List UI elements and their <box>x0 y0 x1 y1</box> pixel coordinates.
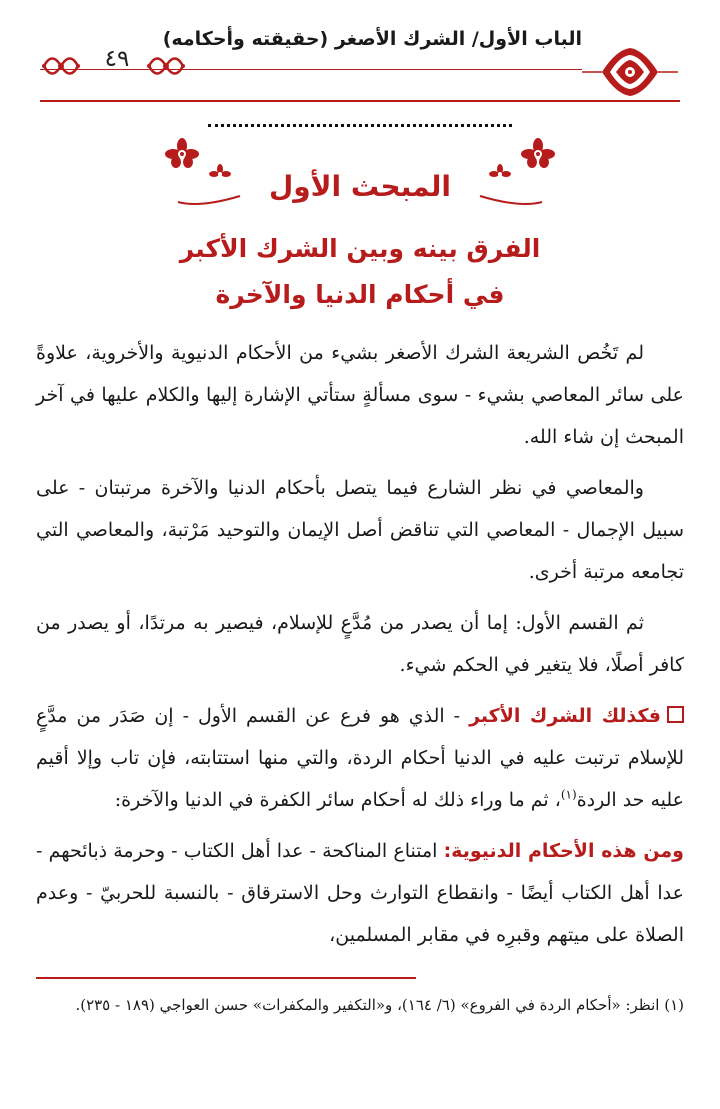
paragraph-5 <box>36 830 684 956</box>
header-bottom-rule <box>40 100 680 102</box>
dotted-divider <box>208 124 512 127</box>
header-medallion-icon <box>580 44 680 100</box>
body-text <box>36 332 684 965</box>
paragraph-2: والمعاصي في نظر الشارع فيما يتصل بأحكام الدنيا والآخرة مرتبتان - على سبيل الإجمال - المعاصي التي تناقض أصل الإيمان والتوحيد مَرْتبة، والمعاصي التي تجامعه مرتبة أخرى. <box>36 477 684 583</box>
section-subtitle-line2: في أحكام الدنيا والآخرة <box>215 280 505 309</box>
footnote-reference[interactable]: (١) <box>560 787 577 802</box>
paragraph-5-lead: ومن هذه الأحكام الدنيوية: <box>443 840 684 862</box>
section-subtitle-line1: الفرق بينه وبين الشرك الأكبر <box>179 234 541 263</box>
page-number: ٤٩ <box>104 46 130 72</box>
running-header <box>40 28 680 106</box>
paragraph-4-text: - الذي هو فرع عن القسم الأول - إن صَدَر من مدَّعٍ للإسلام ترتبت عليه في الدنيا أحكام الردة، والتي منها استتابته، فإن تاب وإلا أقيم عليه حد الردة <box>36 705 684 811</box>
header-knot-icon <box>40 49 82 83</box>
paragraph-4 <box>36 695 684 821</box>
paragraph-3: ثم القسم الأول: إما أن يصدر من مُدَّعٍ للإسلام، فيصير به مرتدًا، أو يصدر من كافر أصلًا، فلا يتغير في الحكم شيء. <box>36 612 684 676</box>
paragraph-5-text: امتناع المناكحة - عدا أهل الكتاب - وحرمة ذبائحهم - عدا أهل الكتاب أيضًا - وانقطاع التوارث وحل الاسترقاق - بالنسبة للحربيّ - وعدم الصلاة على ميتهم وقبرِه في مقابر المسلمين، <box>36 840 684 946</box>
title-swash-icon <box>170 178 550 208</box>
chapter-title: الباب الأول/ الشرك الأصغر (حقيقته وأحكامه) <box>162 28 582 50</box>
paragraph-1: لم تَخُص الشريعة الشرك الأصغر بشيء من الأحكام الدنيوية والأخروية، علاوةً على سائر المعاصي بشيء - سوى مسألةٍ ستأتي الإشارة إليها والكلام عليها في آخر المبحث إن شاء الله. <box>36 342 684 448</box>
paragraph-4-text-cont: ، ثم ما وراء ذلك له أحكام سائر الكفرة في الدنيا والآخرة: <box>114 789 561 811</box>
footnote-text: (١) انظر: «أحكام الردة في الفروع» (٦/ ١٦٤)، و«التكفير والمكفرات» حسن العواجي (١٨٩ - ٢٣٥). <box>75 996 684 1014</box>
paragraph-4-lead: فكذلك الشرك الأكبر <box>469 705 661 727</box>
checkbox-square-icon <box>667 706 684 723</box>
footnote <box>36 988 684 1022</box>
header-knot-icon <box>145 49 187 83</box>
footnote-separator <box>36 977 416 979</box>
section-title: المبحث الأول <box>268 170 452 203</box>
